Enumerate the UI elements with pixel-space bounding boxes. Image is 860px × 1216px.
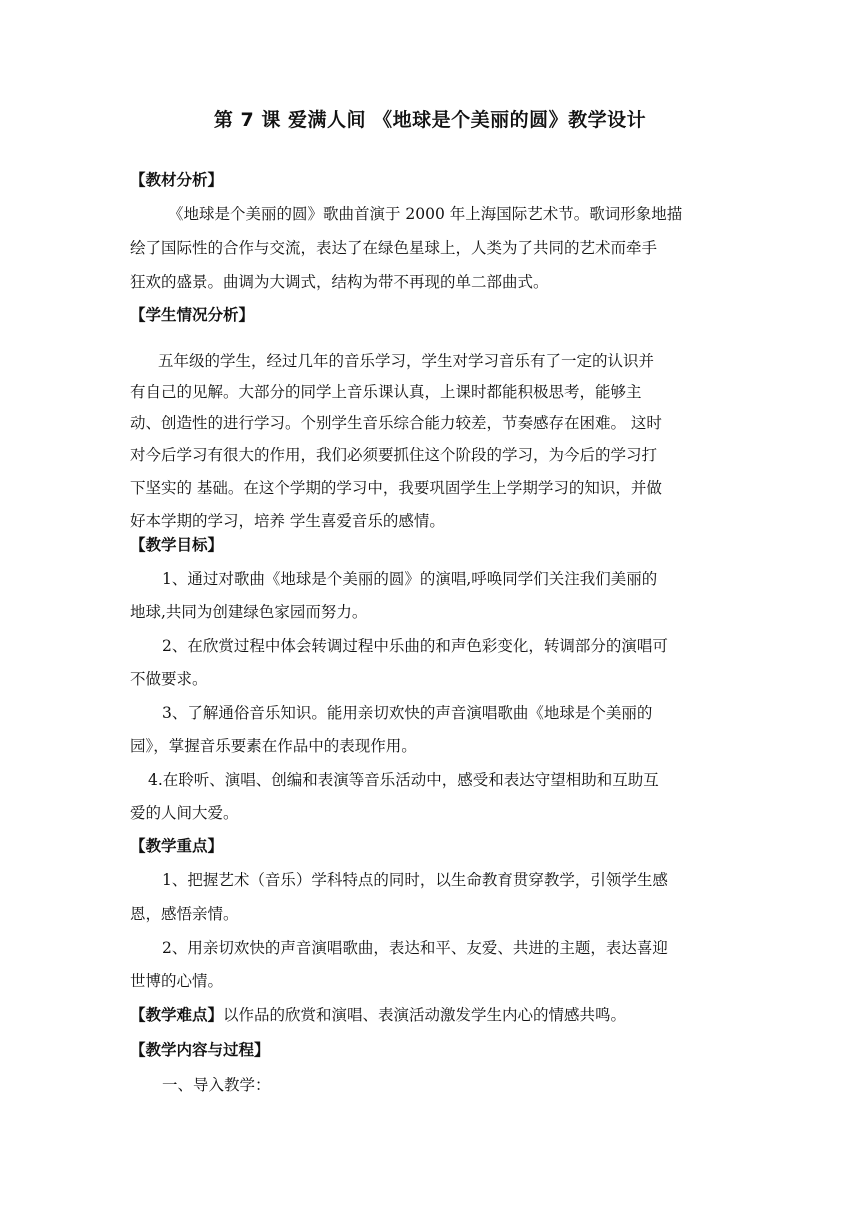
section-heading-process: 【教学内容与过程】 <box>130 1041 270 1059</box>
section-heading-material: 【教材分析】 <box>130 171 224 189</box>
section-heading-students: 【学生情况分析】 <box>130 306 255 324</box>
difficulty-heading-label: 【教学难点】 <box>130 1006 224 1024</box>
paragraph-line: 对今后学习有很大的作用，我们必须要抓住这个阶段的学习，为今后的学习打 <box>130 446 658 464</box>
paragraph-line: 4.在聆听、演唱、创编和表演等音乐活动中，感受和表达守望相助和互助互 <box>148 771 659 789</box>
paragraph-line: 有自己的见解。大部分的同学上音乐课认真，上课时都能积极思考，能够主 <box>130 383 642 401</box>
paragraph-line: 《地球是个美丽的圆》歌曲首演于 2000 年上海国际艺术节。歌词形象地描 <box>168 205 683 223</box>
difficulty-text: 以作品的欣赏和演唱、表演活动激发学生内心的情感共鸣。 <box>223 1006 627 1024</box>
paragraph-line: 五年级的学生，经过几年的音乐学习，学生对学习音乐有了一定的认识并 <box>158 352 655 370</box>
paragraph-line: 1、把握艺术（音乐）学科特点的同时，以生命教育贯穿教学，引领学生感 <box>162 871 668 889</box>
paragraph-line: 1、通过对歌曲《地球是个美丽的圆》的演唱,呼唤同学们关注我们美丽的 <box>162 570 658 588</box>
paragraph-line: 动、创造性的进行学习。个别学生音乐综合能力较差，节奏感存在困难。 这时 <box>130 414 662 432</box>
paragraph-line: 狂欢的盛景。曲调为大调式，结构为带不再现的单二部曲式。 <box>130 273 549 291</box>
paragraph-line: 园》，掌握音乐要素在作品中的表现作用。 <box>130 737 417 755</box>
paragraph-line: 下坚实的 基础。在这个学期的学习中，我要巩固学生上学期学习的知识，并做 <box>130 479 662 497</box>
paragraph-line: 爱的人间大爱。 <box>130 804 239 822</box>
section-heading-key-points: 【教学重点】 <box>130 837 224 855</box>
paragraph-line: 不做要求。 <box>130 670 208 688</box>
document-title: 第 7 课 爱满人间 《地球是个美丽的圆》教学设计 <box>213 109 647 131</box>
section-heading-difficulty <box>130 1003 626 1025</box>
paragraph-line: 一、导入教学： <box>162 1076 271 1094</box>
paragraph-line: 世博的心情。 <box>130 972 224 990</box>
paragraph-line: 恩，感悟亲情。 <box>130 905 239 923</box>
paragraph-line: 绘了国际性的合作与交流，表达了在绿色星球上，人类为了共同的艺术而牵手 <box>130 239 658 257</box>
paragraph-line: 好本学期的学习，培养 学生喜爱音乐的感情。 <box>130 512 445 530</box>
paragraph-line: 3、了解通俗音乐知识。能用亲切欢快的声音演唱歌曲《地球是个美丽的 <box>162 704 653 722</box>
paragraph-line: 地球,共同为创建绿色家园而努力。 <box>130 603 368 621</box>
paragraph-line: 2、用亲切欢快的声音演唱歌曲，表达和平、友爱、共进的主题，表达喜迎 <box>162 939 668 957</box>
paragraph-line: 2、在欣赏过程中体会转调过程中乐曲的和声色彩变化，转调部分的演唱可 <box>162 637 668 655</box>
section-heading-goals: 【教学目标】 <box>130 536 224 554</box>
